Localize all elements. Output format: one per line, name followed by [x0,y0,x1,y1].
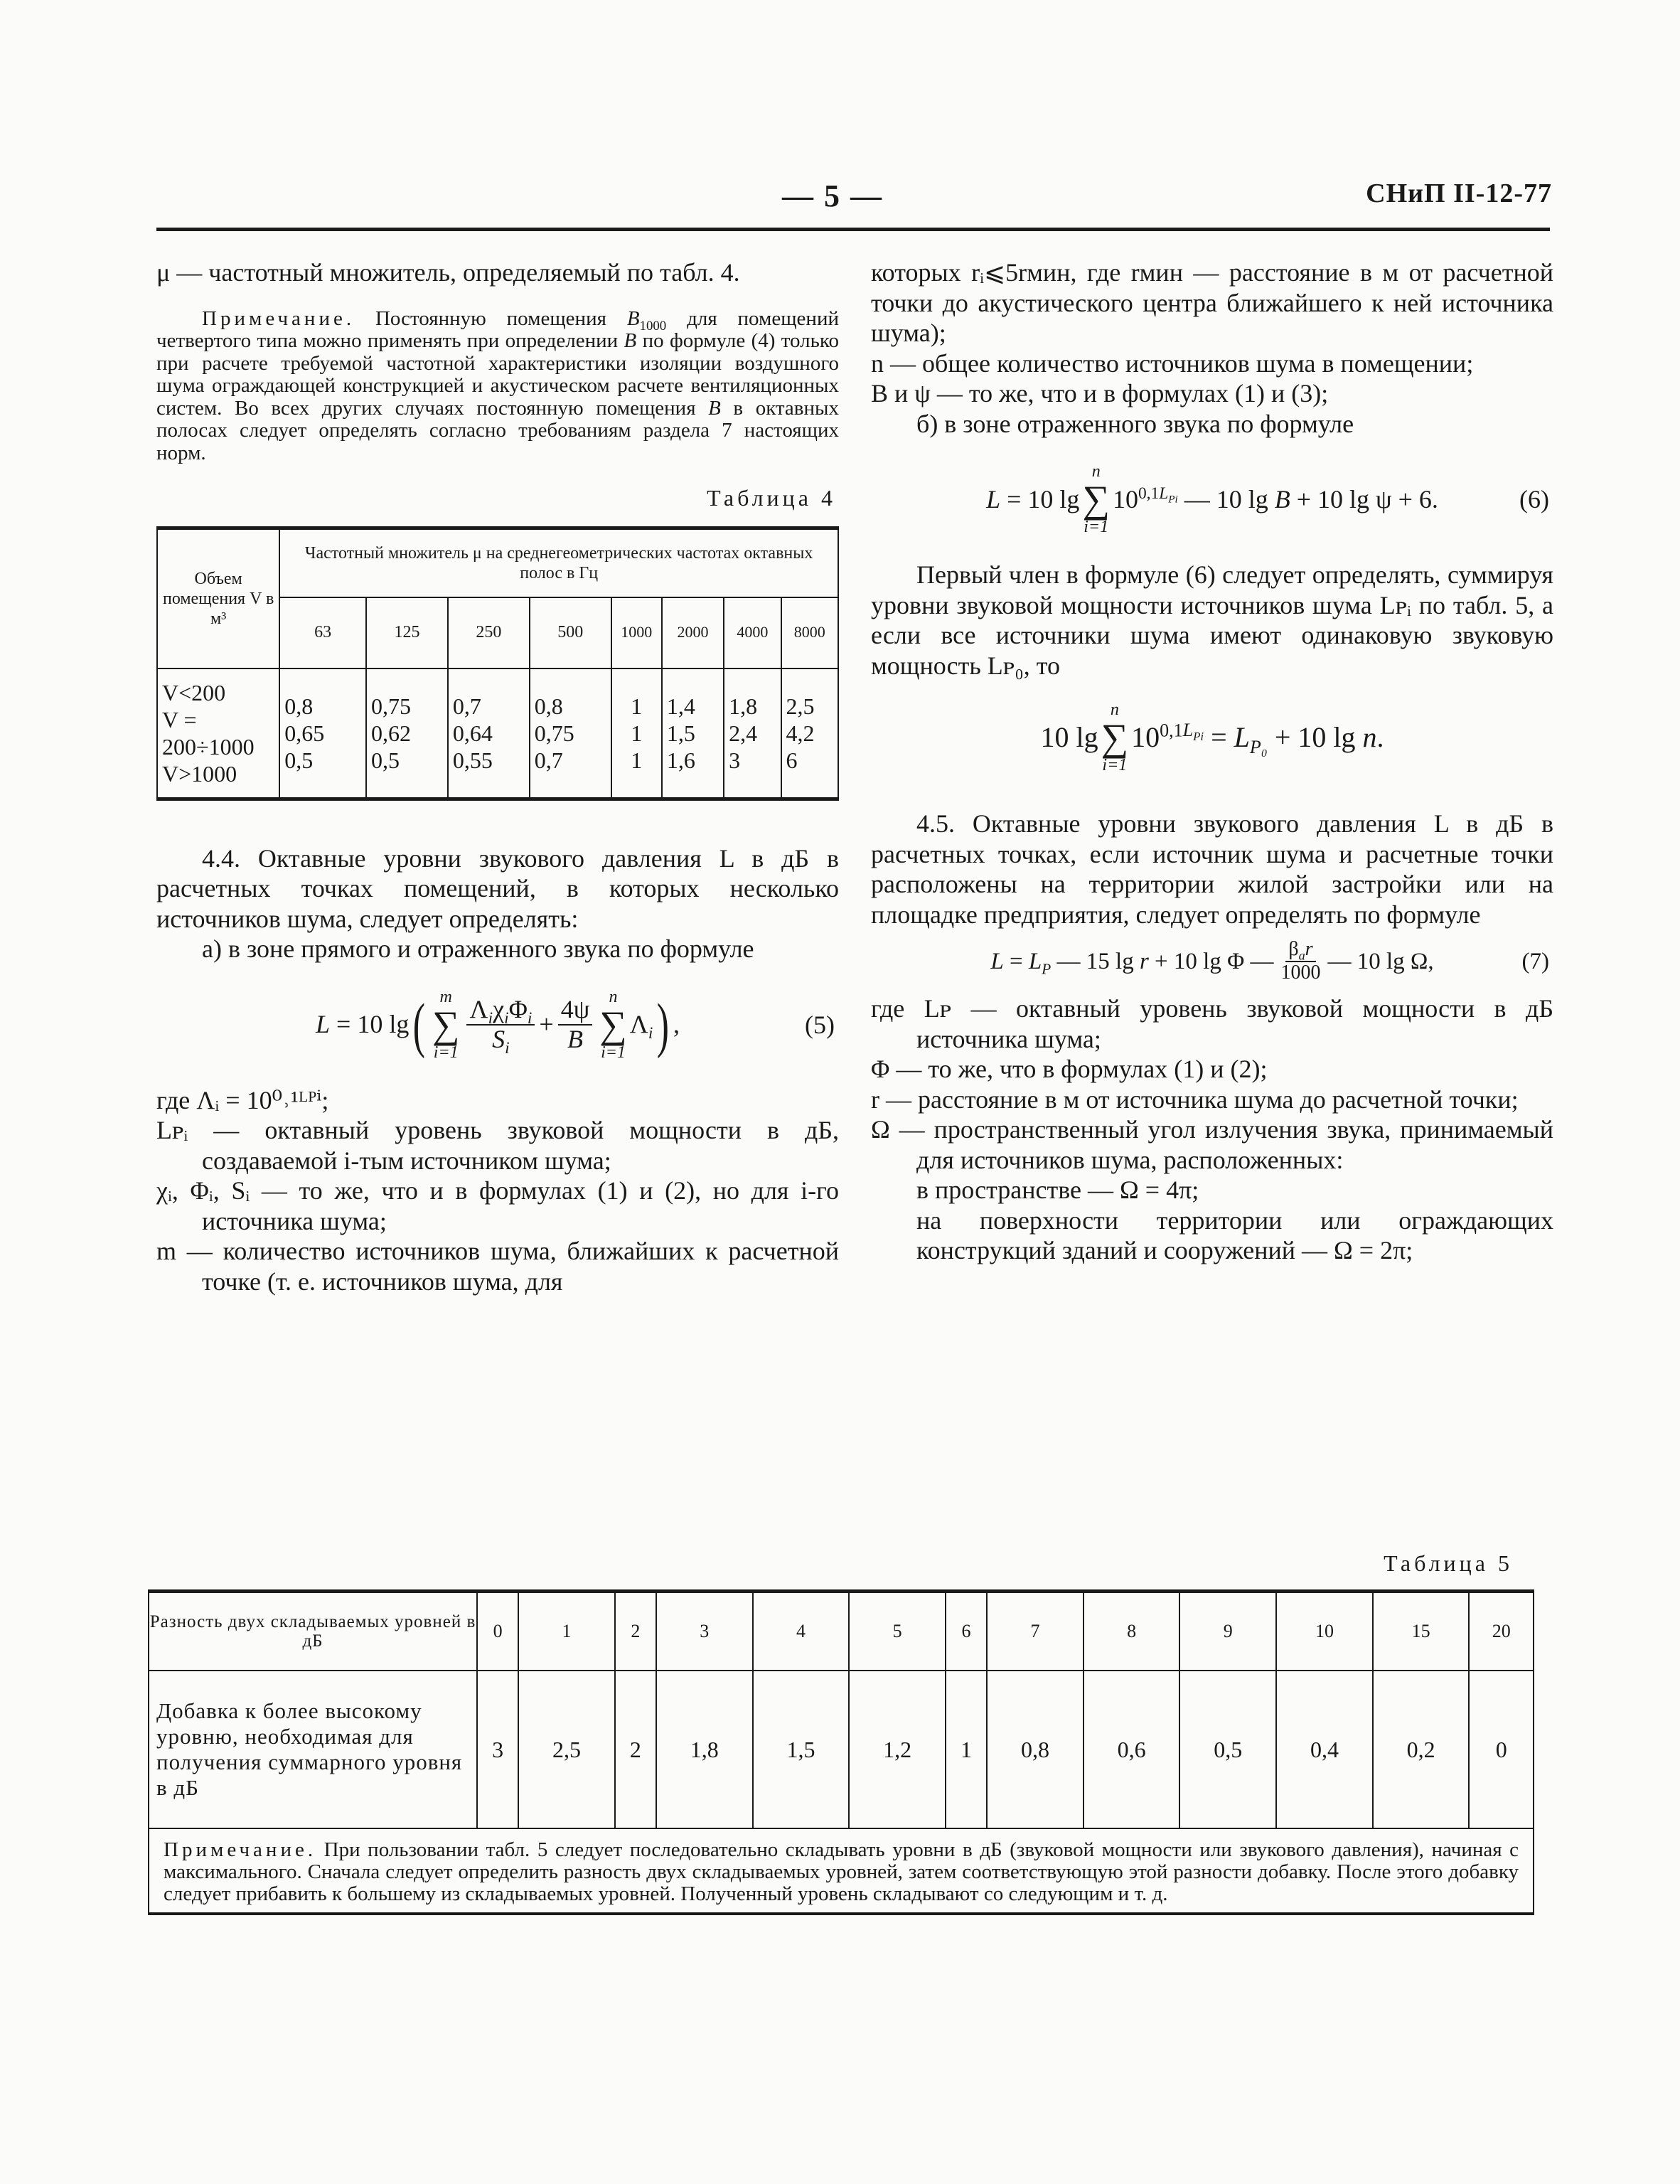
t5-cell: 9 [1179,1592,1276,1671]
t4-col-500: 0,8 0,75 0,7 [530,668,611,799]
t4-row-labels: V<200 V = 200÷1000 V>1000 [157,668,279,799]
lp-oct-def: где Lᴘ — октавный уровень звуковой мощности в дБ источника шума; [871,994,1553,1053]
omega-space: в пространстве — Ω = 4π; [916,1176,1199,1204]
t5-cell: 15 [1373,1592,1470,1671]
t5-cell: 3 [656,1592,753,1671]
t5-cell: 2 [615,1592,656,1671]
t4-freq: 250 [448,597,530,668]
t4-freq: 63 [279,597,366,668]
t5-row2-label: Добавка к более высокому уровню, необходимая для получения суммарного уровня в дБ [149,1671,477,1828]
t5-cell: 0,4 [1276,1671,1373,1828]
note-table4: Примечание. Постоянную помещения $B_{1000}$ для помещений четвертого типа можно применять при определении B по формуле (4) только при расчете требуемой частотной характеристики изоляции воздушного шума ограждающей конструкцией и акустическом расчете вентиляционных систем. Во всех других случаях постоянную помещения B в октавных полосах следует определять согласно требованиям раздела 7 настоящих норм. [156,307,839,464]
t5-cell: 8 [1084,1592,1180,1671]
t4-freq: 4000 [724,597,781,668]
t4-col-8000: 2,5 4,2 6 [781,668,838,799]
t4-freq: 8000 [781,597,838,668]
t5-cell: 0 [1469,1671,1534,1828]
t4-volume-header: Объем помещения V в м³ [157,528,279,668]
page-number: — 5 — [782,179,883,213]
chi-def: χᵢ, Φᵢ, Sᵢ — то же, что и в формулах (1) и (2), но для i-го источника шума; [156,1176,839,1235]
t5-cell: 2,5 [518,1671,615,1828]
header-rule [156,228,1550,231]
t4-freq: 500 [530,597,611,668]
t5-note-text: При пользовании табл. 5 следует последовательно складывать уровни в дБ (звуковой мощности или звукового давления), начиная с максимального. Сначала следует определить разность двух складываемых уровней, затем соответствующую этой разности добавку. После этого добавку следует прибавить к большему из складываемых уровней. Полученный уровень складывают со следующим и т. д. [164,1838,1519,1905]
t5-row1-label: Разность двух складываемых уровней в дБ [149,1592,477,1671]
formula-7-number: (7) [1521,948,1549,974]
t4-col-63: 0,8 0,65 0,5 [279,668,366,799]
t5-cell: 6 [946,1592,987,1671]
t5-cell: 5 [849,1592,946,1671]
t5-cell: 0,6 [1084,1671,1180,1828]
t5-cell: 4 [753,1592,850,1671]
lp-def: Lᴘᵢ — октавный уровень звуковой мощности в дБ, создаваемой i-тым источником шума; [156,1116,839,1175]
t5-cell: 1 [518,1592,615,1671]
t4-col-125: 0,75 0,62 0,5 [366,668,448,799]
left-column [156,257,839,1296]
table4-caption: Таблица 4 [707,485,836,511]
t4-freq: 1000 [611,597,662,668]
b-psi-def: B и ψ — то же, что и в формулах (1) и (3); [871,379,1329,407]
t4-col-2000: 1,4 1,5 1,6 [662,668,724,799]
t4-col-250: 0,7 0,64 0,55 [448,668,530,799]
formula-5-number: (5) [805,1010,835,1039]
t4-col-4000: 1,8 2,4 3 [724,668,781,799]
continuation: которых rᵢ⩽5rмин, где rмин — расстояние в м от расчетной точки до акустического центра ближайшего к ней источника шума); [871,258,1553,347]
t5-cell: 0,8 [987,1671,1084,1828]
section-4-5: 4.5. Октавные уровни звукового давления L в дБ в расчетных точках, если источник шума и расчетные точки расположены на территории жилой застройки или на площадке предприятия, следует определять по формуле [871,809,1553,929]
first-term: Первый член в формуле (6) следует определять, суммируя уровни звуковой мощности источников шума Lᴘᵢ по табл. 5, а если все источники шума имеют одинаковую звуковую мощность Lᴘ₀, то [871,560,1553,680]
formula-sum-equal: 10 lg n ∑ i=1 $10^{0,1L_{Pi}} = L_{P_0} + 10$ lg n. [1040,701,1384,774]
t5-note-label: Примечание. [164,1838,317,1861]
t5-cell: 0,2 [1373,1671,1470,1828]
section-4-4: 4.4. Октавные уровни звукового давления L в дБ в расчетных точках помещений, в которых несколько источников шума, следует определять: [156,843,839,933]
t4-freq-header: Частотный множитель μ на среднегеометрических частотах октавных полос в Гц [279,528,838,597]
n-def: n — общее количество источников шума в помещении; [871,348,1474,378]
t5-note [149,1828,1534,1914]
formula-7: $L = L_P$ — 15 lg r + 10 lg Φ — $\frac{\beta_ar}{1000}$ — 10 lg Ω, (7) [990,938,1549,984]
omega-def: Ω — пространственный угол излучения звука, принимаемый для источников шума, расположенных: [871,1115,1553,1174]
t5-cell: 1 [946,1671,987,1828]
t4-freq: 125 [366,597,448,668]
document-code: СНиП II-12-77 [1366,179,1552,208]
table-5 [148,1589,1534,1915]
t4-col-1000: 1 1 1 [611,668,662,799]
t5-cell: 20 [1469,1592,1534,1671]
note-label: Примечание. [202,307,355,330]
m-def: m — количество источников шума, ближайших к расчетной точке (т. е. источников шума, для [156,1237,839,1296]
table5-caption: Таблица 5 [1384,1550,1513,1576]
omega-surface: на поверхности территории или ограждающих конструкций зданий и сооружений — Ω = 2π; [916,1205,1553,1264]
t5-cell: 1,5 [753,1671,850,1828]
t5-cell: 3 [477,1671,518,1828]
t5-cell: 2 [615,1671,656,1828]
table-5-block [148,1550,1534,1915]
lambda-def: где Λᵢ = 10⁰˒¹ᴸᴾⁱ; [156,1085,329,1114]
right-column [871,257,1553,1266]
t5-cell: 1,8 [656,1671,753,1828]
phi-def: Φ — то же, что в формулах (1) и (2); [871,1055,1268,1083]
t5-cell: 0 [477,1592,518,1671]
t5-cell: 0,5 [1179,1671,1276,1828]
case-a: а) в зоне прямого и отраженного звука по формуле [202,934,754,963]
mu-definition: μ — частотный множитель, определяемый по табл. 4. [156,258,740,287]
t5-cell: 7 [987,1592,1084,1671]
t5-cell: 10 [1276,1592,1373,1671]
formula-6: L = 10 lg n ∑ i=1 $10^{0,1L_{Pi}}$ — 10 lg B + 10 lg ψ + 6. (6) [986,462,1549,536]
case-b: б) в зоне отраженного звука по формуле [916,409,1354,438]
formula-5: L = 10 lg ( m ∑ i=1 $\frac{\Lambda_i\chi_i\Phi_i}{S_i}$ + $\frac{4\psi}{B}$ n ∑ i=1 $\Lambda_i$ ) , (5) [315,987,835,1062]
r-def: r — расстояние в м от источника шума до расчетной точки; [871,1085,1519,1114]
table-4 [156,526,839,801]
t5-cell: 1,2 [849,1671,946,1828]
formula-6-number: (6) [1519,484,1549,513]
t4-freq: 2000 [662,597,724,668]
